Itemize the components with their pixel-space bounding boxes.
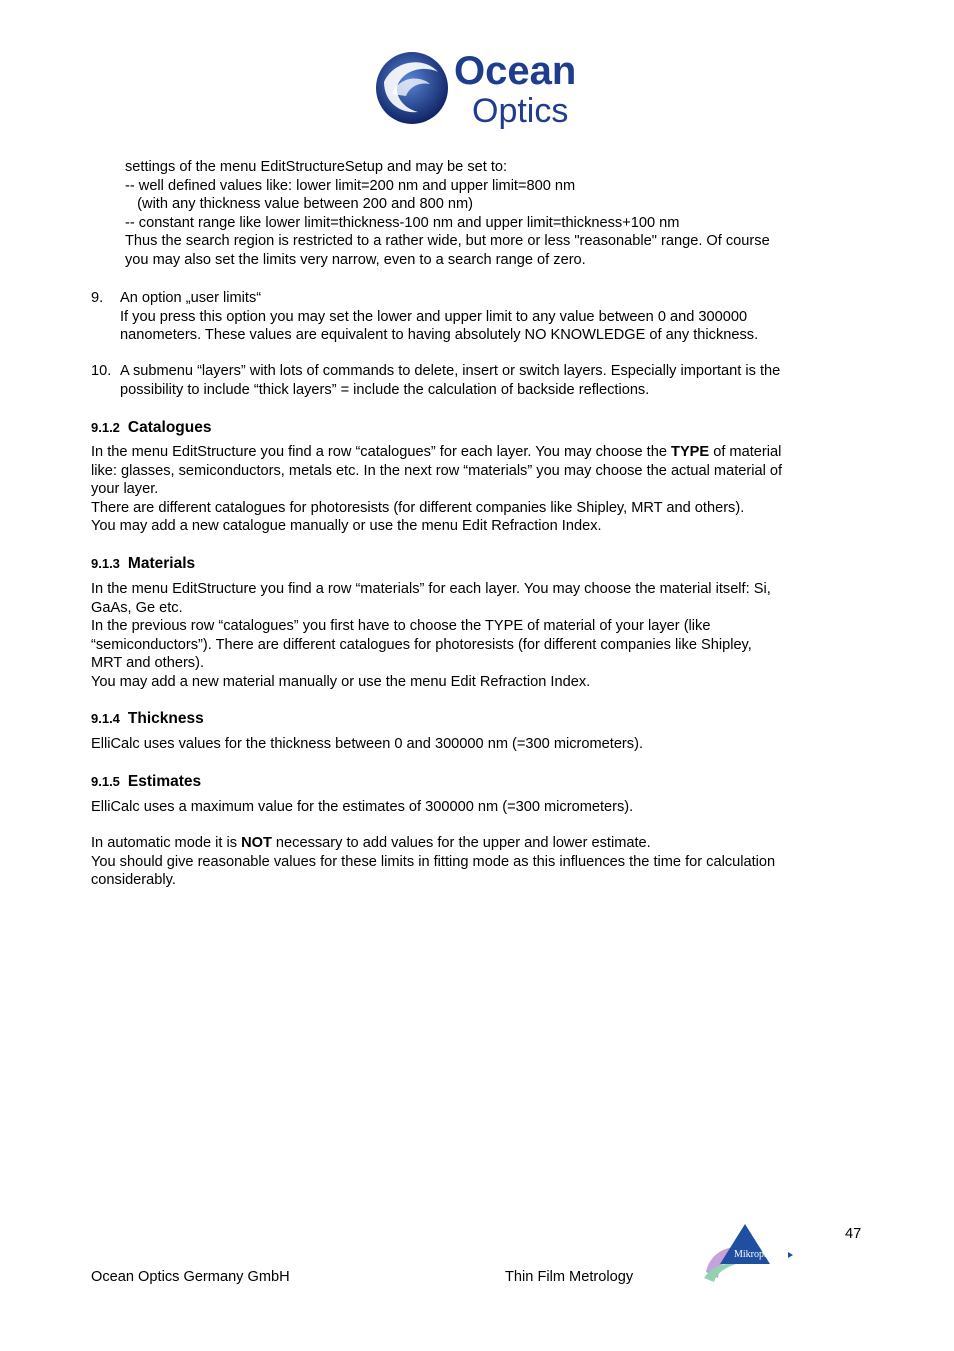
section-title: Estimates [127,773,202,790]
text-line: -- constant range like lower limit=thickness-100 nm and upper limit=thickness+100 nm [125,214,680,231]
text-line: like: glasses, semiconductors, metals etc. In the next row “materials” you may choose the actual material of [91,462,783,479]
text-line: (with any thickness value between 200 and 800 nm) [125,196,474,212]
mikropack-wordmark: Mikropack [734,1249,778,1260]
list-number-10: 10. [91,363,112,379]
text-line: In the menu EditStructure you find a row “catalogues” for each layer. You may choose the TYPE of material [91,444,782,460]
text-line: MRT and others). [91,655,205,671]
text-line: ElliCalc uses values for the thickness between 0 and 300000 nm (=300 micrometers). [91,736,644,752]
text-line: There are different catalogues for photoresists (for different companies like Shipley, MRT and others). [91,499,745,516]
ocean-optics-logo [372,42,594,132]
text-line: ElliCalc uses a maximum value for the estimates of 300000 nm (=300 micrometers). [91,799,634,815]
section-title: Catalogues [127,419,212,436]
text-line: possibility to include “thick layers” = include the calculation of backside reflections. [120,381,650,398]
estimates-paragraph [91,798,633,817]
bold-not: NOT [241,835,272,851]
footer-company: Ocean Optics Germany GmbH [91,1269,290,1285]
text-line: your layer. [91,481,159,497]
text-line: In automatic mode it is NOT necessary to add values for the upper and lower estimate. [91,835,651,851]
section-number: 9.1.3 [91,556,120,571]
section-title: Thickness [127,710,204,727]
text-line: considerably. [91,872,176,888]
page-number: 47 [845,1226,862,1242]
section-heading-estimates [91,773,201,791]
text-line: An option „user limits“ [120,290,262,306]
text-line: Thus the search region is restricted to a rather wide, but more or less "reasonable" range. Of course [125,233,770,249]
section-number: 9.1.2 [91,420,120,435]
section-heading-materials [91,555,195,573]
list-number-9: 9. [91,290,104,306]
logo-word-ocean: Ocean [454,49,577,93]
materials-paragraph [91,580,771,691]
text-line: In the menu EditStructure you find a row “materials” for each layer. You may choose the material itself: Si, [91,581,771,597]
text-line: You should give reasonable values for these limits in fitting mode as this influences the time for calculation [91,853,776,870]
thickness-paragraph [91,735,643,754]
list-item-10 [120,362,780,399]
section-heading-catalogues [91,419,211,437]
text-line: “semiconductors”). There are different catalogues for photoresists (for different companies like Shipley, [91,636,752,653]
section-title: Materials [127,555,196,572]
section-number: 9.1.5 [91,774,120,789]
logo-word-optics: Optics [472,92,569,130]
section-number: 9.1.4 [91,711,120,726]
catalogues-paragraph [91,443,782,536]
estimates-paragraph-2 [91,834,775,890]
text-line: If you press this option you may set the lower and upper limit to any value between 0 and 300000 [120,308,748,325]
text-line: You may add a new material manually or use the menu Edit Refraction Index. [91,673,591,690]
text-line: GaAs, Ge etc. [91,599,183,616]
section-heading-thickness [91,710,204,728]
footer-product: Thin Film Metrology [505,1269,634,1285]
intro-paragraph [125,158,770,269]
text-line: you may also set the limits very narrow, even to a search range of zero. [125,251,586,268]
text-line: You may add a new catalogue manually or use the menu Edit Refraction Index. [91,518,602,534]
list-item-9 [120,289,758,345]
text-line: A submenu “layers” with lots of commands to delete, insert or switch layers. Especially important is the [120,363,781,379]
text-line: settings of the menu EditStructureSetup and may be set to: [125,159,508,175]
bold-type: TYPE [671,444,710,460]
text-line: nanometers. These values are equivalent to having absolutely NO KNOWLEDGE of any thickness. [120,327,759,343]
text-line: In the previous row “catalogues” you first have to choose the TYPE of material of your layer (like [91,618,711,634]
text-line: -- well defined values like: lower limit=200 nm and upper limit=800 nm [125,177,576,194]
mikropack-logo [700,1222,796,1284]
